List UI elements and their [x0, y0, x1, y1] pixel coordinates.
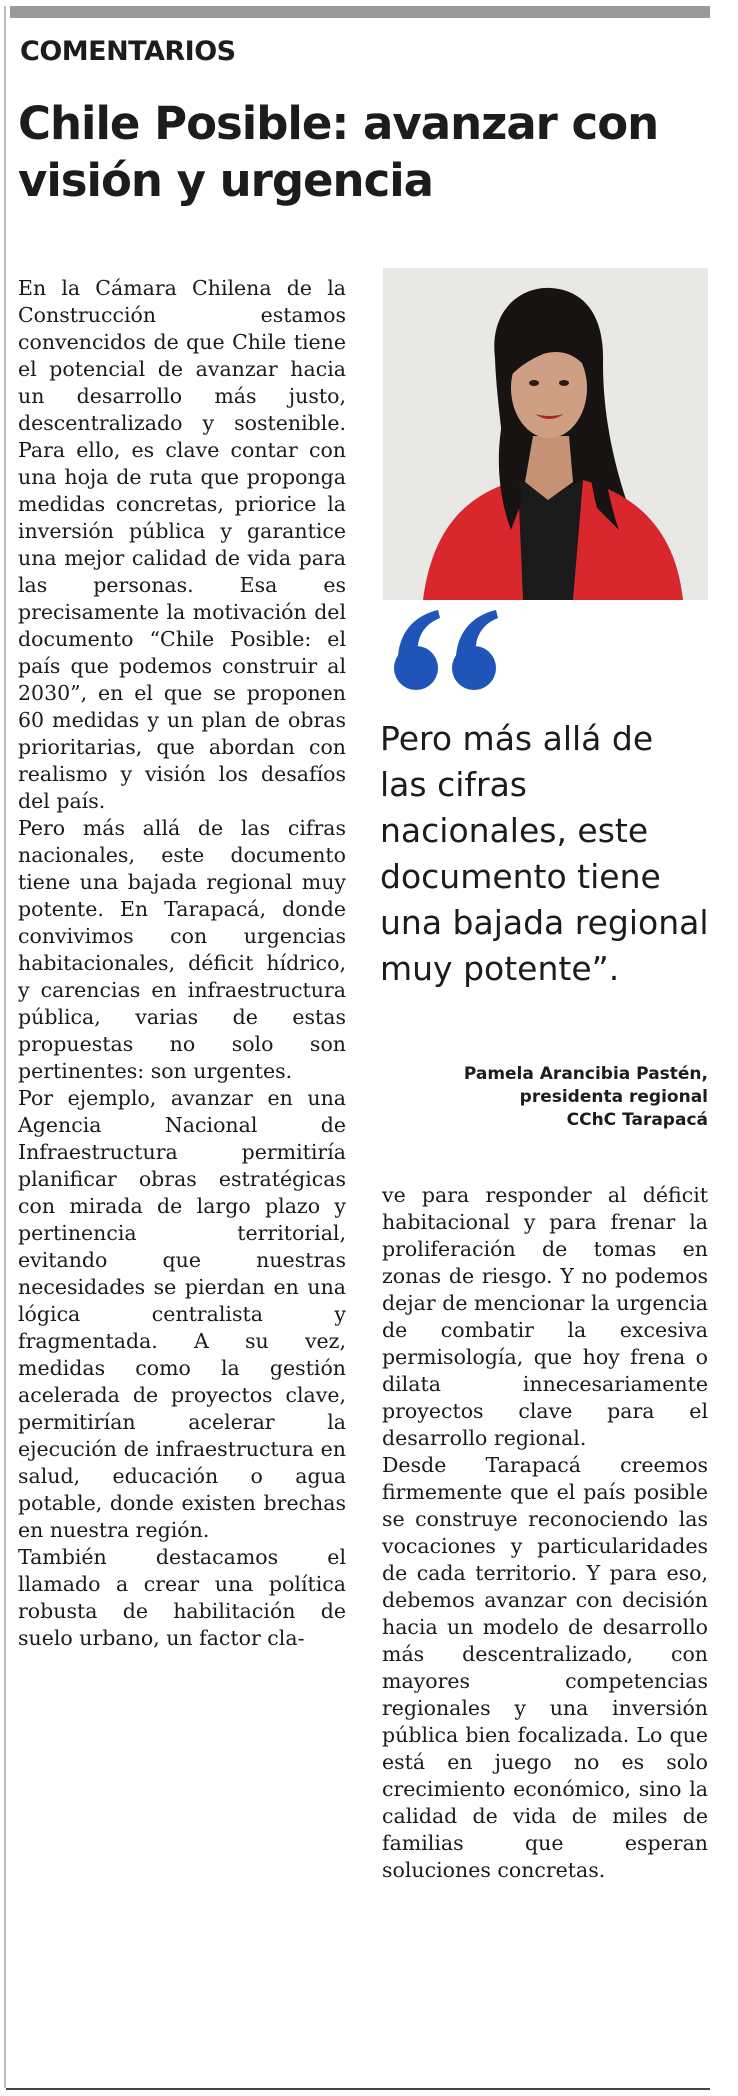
- portrait-illustration: [383, 268, 708, 600]
- quote-mark-icon: [388, 606, 508, 696]
- paragraph: En la Cámara Chilena de la Construcción estamos convencidos de que Chile tiene el potencial de avanzar hacia un desarrollo más justo, descentralizado y sostenible. Para ello, es clave contar con una hoja de ruta que proponga medidas concretas, priorice la inversión pública y garantice una mejor calidad de vida para las personas. Esa es precisamente la motivación del documento “Chile Posible: el país que podemos construir al 2030”, en el que se proponen 60 medidas y un plan de obras prioritarias, que abordan con realismo y visión los desafíos del país.: [18, 276, 346, 813]
- author-photo: [383, 268, 708, 600]
- headline: Chile Posible: avanzar con visión y urgencia: [18, 97, 659, 207]
- author-role: presidenta regional: [519, 1087, 708, 1107]
- pull-quote: Pero más allá de las cifras nacionales, este documento tiene una bajada regional muy potente”.: [380, 719, 709, 988]
- author-name: Pamela Arancibia Pastén,: [463, 1064, 708, 1084]
- body-column-1: [18, 275, 346, 1652]
- author-org: CChC Tarapacá: [566, 1110, 708, 1130]
- paragraph: ve para responder al déficit habitacional y para frenar la proliferación de tomas en zonas de riesgo. Y no podemos dejar de mencionar la urgencia de combatir la excesiva permisología, que hoy frena o dilata innecesariamente proyectos clave para el desarrollo regional.: [382, 1183, 708, 1450]
- paragraph: También destacamos el llamado a crear una política robusta de habilitación de suelo urbano, un factor cla-: [18, 1545, 346, 1650]
- left-rule: [4, 6, 6, 2088]
- body-column-2: [382, 1182, 708, 1884]
- bottom-rule: [6, 2088, 710, 2090]
- paragraph: Pero más allá de las cifras nacionales, este documento tiene una bajada regional muy potente. En Tarapacá, donde convivimos con urgencias habitacionales, déficit hídrico, y carencias en infraestructura pública, varias de estas propuestas no solo son pertinentes: son urgentes.: [18, 816, 346, 1083]
- section-label: COMENTARIOS: [20, 36, 236, 67]
- top-bar: [10, 6, 710, 18]
- quote-attribution: [464, 1063, 708, 1132]
- paragraph: Desde Tarapacá creemos firmemente que el país posible se construye reconociendo las vocaciones y particularidades de cada territorio. Y para eso, debemos avanzar con decisión hacia un modelo de desarrollo más descentralizado, con mayores competencias regionales y una inversión pública bien focalizada. Lo que está en juego no es solo crecimiento económico, sino la calidad de vida de miles de familias que esperan soluciones concretas.: [382, 1453, 708, 1882]
- paragraph: Por ejemplo, avanzar en una Agencia Nacional de Infraestructura permitiría planificar obras estratégicas con mirada de largo plazo y pertinencia territorial, evitando que nuestras necesidades se pierdan en una lógica centralista y fragmentada. A su vez, medidas como la gestión acelerada de proyectos clave, permitirían acelerar la ejecución de infraestructura en salud, educación o agua potable, donde existen brechas en nuestra región.: [18, 1086, 346, 1542]
